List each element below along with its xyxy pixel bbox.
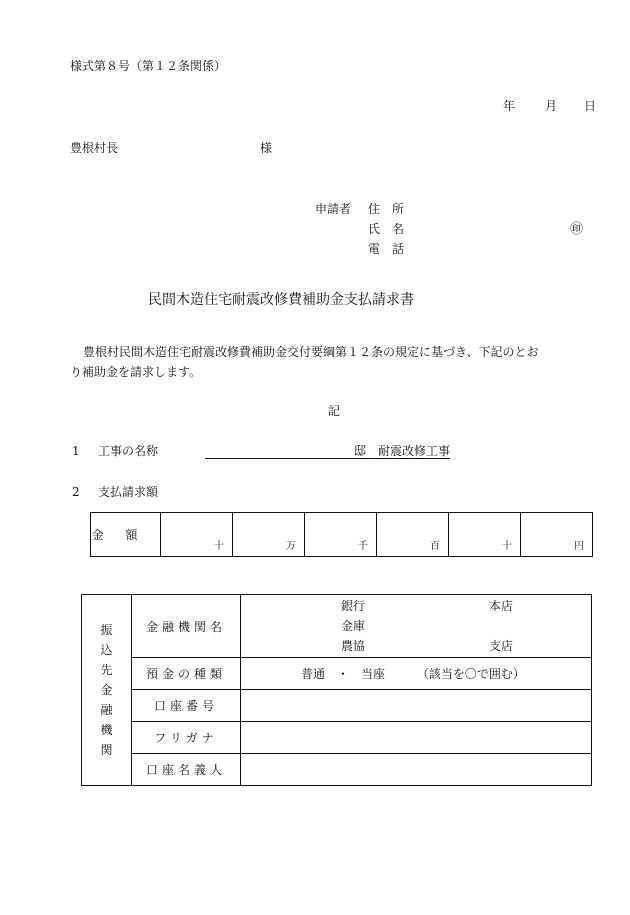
seal-mark: ㊞ [570,222,584,237]
account-holder-label: 口座名義人 [132,754,241,786]
item1-label: 工事の名称 [98,444,159,458]
amount-table [90,512,593,557]
bank-option: 銀行 [341,599,366,613]
phone-label: 電 話 [368,242,405,256]
deposit-note: （該当を〇で囲む） [416,667,525,681]
furigana-field[interactable] [241,722,592,754]
amount-cell[interactable]: 十 [161,513,233,557]
ki-heading: 記 [328,404,341,418]
amount-cell[interactable]: 千 [305,513,377,557]
account-holder-field[interactable] [241,754,592,786]
account-number-label: 口座番号 [132,690,241,722]
date-day: 日 [584,99,597,113]
bank-side-label: 振 込 先 金 融 機 関 [82,595,132,786]
addressee-honorific: 様 [260,141,273,155]
name-label: 氏 名 [368,222,405,236]
item2-label: 支払請求額 [98,485,159,499]
shinkin-option: 金庫 [341,619,366,633]
deposit-type-cell[interactable] [241,658,592,690]
furigana-label: フリガナ [132,722,241,754]
main-branch-option: 本店 [489,599,514,613]
amount-cell[interactable]: 万 [233,513,305,557]
addressee: 豊根村長 [70,141,119,155]
deposit-type-label: 預金の種類 [132,658,241,690]
item1-number: 1 [72,444,80,458]
construction-name-suffix: 邸 耐震改修工事 [353,444,450,458]
amount-cell[interactable]: 十 [448,513,520,557]
amount-cell[interactable]: 円 [520,513,592,557]
body-text-line2: り補助金を請求します。 [70,365,202,379]
deposit-options: 普通 ・ 当座 [301,667,386,681]
address-label: 住 所 [368,202,405,216]
form-number: 様式第８号（第１２条関係） [70,59,227,73]
institution-label: 金融機関名 [132,595,241,658]
date-month: 月 [545,99,558,113]
amount-label: 金額 [91,513,161,557]
institution-cell[interactable] [241,595,592,658]
construction-name-line[interactable] [205,445,450,459]
nokyo-option: 農協 [341,639,366,653]
branch-option: 支店 [489,639,514,653]
date-year: 年 [503,99,516,113]
bank-table [81,594,592,786]
item2-number: 2 [72,485,80,499]
document-title: 民間木造住宅耐震改修費補助金支払請求書 [148,292,414,308]
applicant-label: 申請者 [315,202,352,216]
amount-cell[interactable]: 百 [376,513,448,557]
body-text-line1: 豊根村民間木造住宅耐震改修費補助金交付要綱第１２条の規定に基づき、下記のとお [83,345,539,359]
account-number-field[interactable] [241,690,592,722]
